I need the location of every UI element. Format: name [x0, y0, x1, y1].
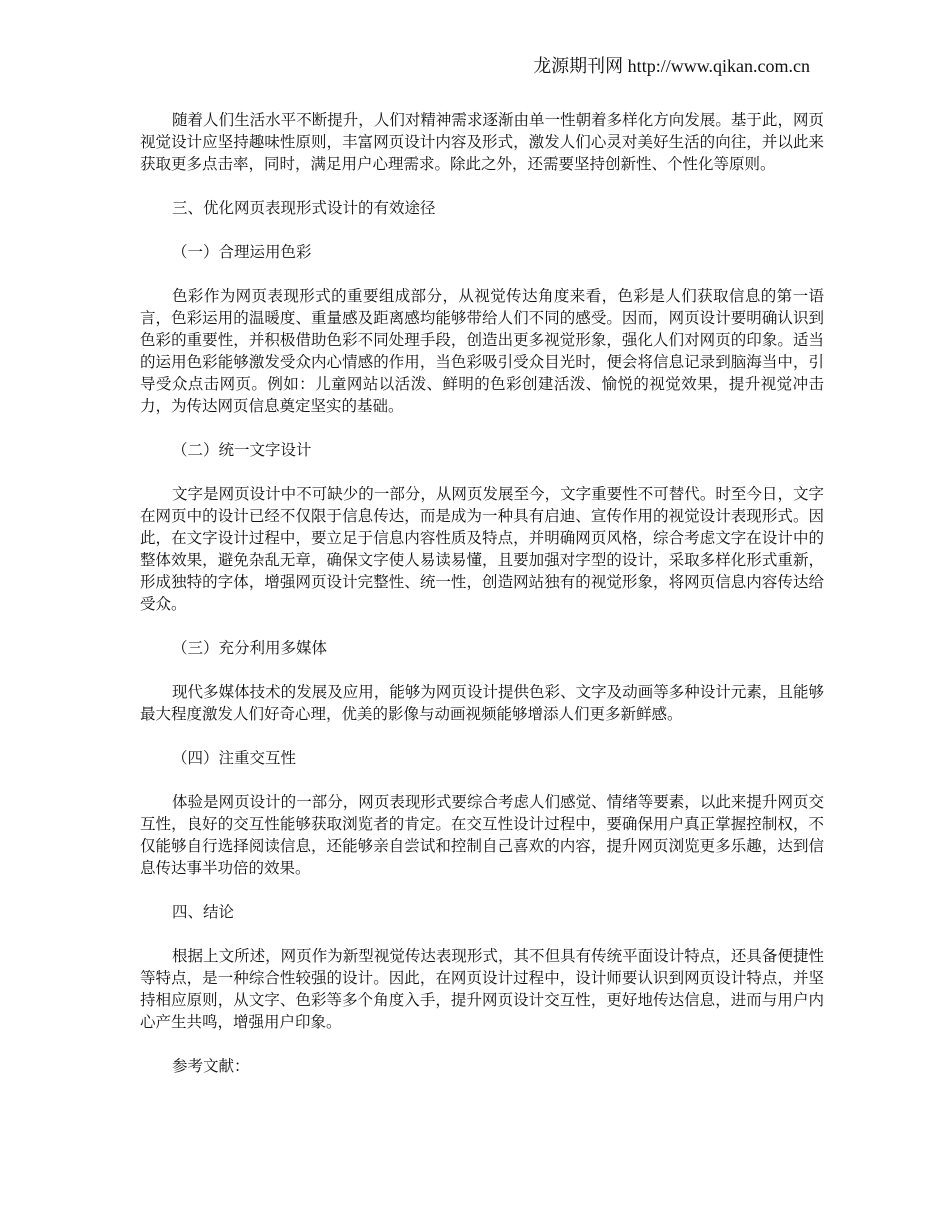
body-paragraph: 随着人们生活水平不断提升，人们对精神需求逐渐由单一性朝着多样化方向发展。基于此，网页视觉设计应坚持趣味性原则，丰富网页设计内容及形式，激发人们心灵对美好生活的向往，并以此来获取更多点击率，同时，满足用户心理需求。除此之外，还需要坚持创新性、个性化等原则。	[140, 111, 824, 173]
page-header-site-name: 龙源期刊网 http://www.qikan.com.cn	[533, 56, 810, 76]
subsection-heading: （二）统一文字设计	[172, 441, 312, 459]
article-body	[140, 109, 824, 1099]
section-heading: 三、优化网页表现形式设计的有效途径	[172, 199, 436, 217]
subsection-heading: （三）充分利用多媒体	[172, 639, 328, 657]
body-paragraph: 根据上文所述，网页作为新型视觉传达表现形式，其不但具有传统平面设计特点，还具备便捷性等特点，是一种综合性较强的设计。因此，在网页设计过程中，设计师要认识到网页设计特点，并坚持相应原则，从文字、色彩等多个角度入手，提升网页设计交互性，更好地传达信息，进而与用户内心产生共鸣，增强用户印象。	[140, 947, 824, 1031]
body-paragraph: 文字是网页设计中不可缺少的一部分，从网页发展至今，文字重要性不可替代。时至今日，文字在网页中的设计已经不仅限于信息传达，而是成为一种具有启迪、宣传作用的视觉设计表现形式。因此，在文字设计过程中，要立足于信息内容性质及特点，并明确网页风格，综合考虑文字在设计中的整体效果，避免杂乱无章，确保文字使人易读易懂，且要加强对字型的设计，采取多样化形式重新，形成独特的字体，增强网页设计完整性、统一性，创造网站独有的视觉形象，将网页信息内容传达给受众。	[140, 485, 824, 613]
body-paragraph: 体验是网页设计的一部分，网页表现形式要综合考虑人们感觉、情绪等要素，以此来提升网页交互性，良好的交互性能够获取浏览者的肯定。在交互性设计过程中，要确保用户真正掌握控制权，不仅能够自行选择阅读信息，还能够亲自尝试和控制自己喜欢的内容，提升网页浏览更多乐趣，达到信息传达事半功倍的效果。	[140, 793, 824, 877]
body-paragraph: 色彩作为网页表现形式的重要组成部分，从视觉传达角度来看，色彩是人们获取信息的第一语言，色彩运用的温暖度、重量感及距离感均能够带给人们不同的感受。因而，网页设计要明确认识到色彩的重要性，并积极借助色彩不同处理手段，创造出更多视觉形象，强化人们对网页的印象。适当的运用色彩能够激发受众内心情感的作用，当色彩吸引受众目光时，便会将信息记录到脑海当中，引导受众点击网页。例如：儿童网站以活泼、鲜明的色彩创建活泼、愉悦的视觉效果，提升视觉冲击力，为传达网页信息奠定坚实的基础。	[140, 287, 824, 415]
body-paragraph: 现代多媒体技术的发展及应用，能够为网页设计提供色彩、文字及动画等多种设计元素，且能够最大程度激发人们好奇心理，优美的影像与动画视频能够增添人们更多新鲜感。	[140, 683, 824, 723]
references-heading: 参考文献：	[172, 1057, 250, 1075]
subsection-heading: （四）注重交互性	[172, 749, 297, 767]
subsection-heading: （一）合理运用色彩	[172, 243, 312, 261]
section-heading: 四、结论	[172, 903, 235, 921]
